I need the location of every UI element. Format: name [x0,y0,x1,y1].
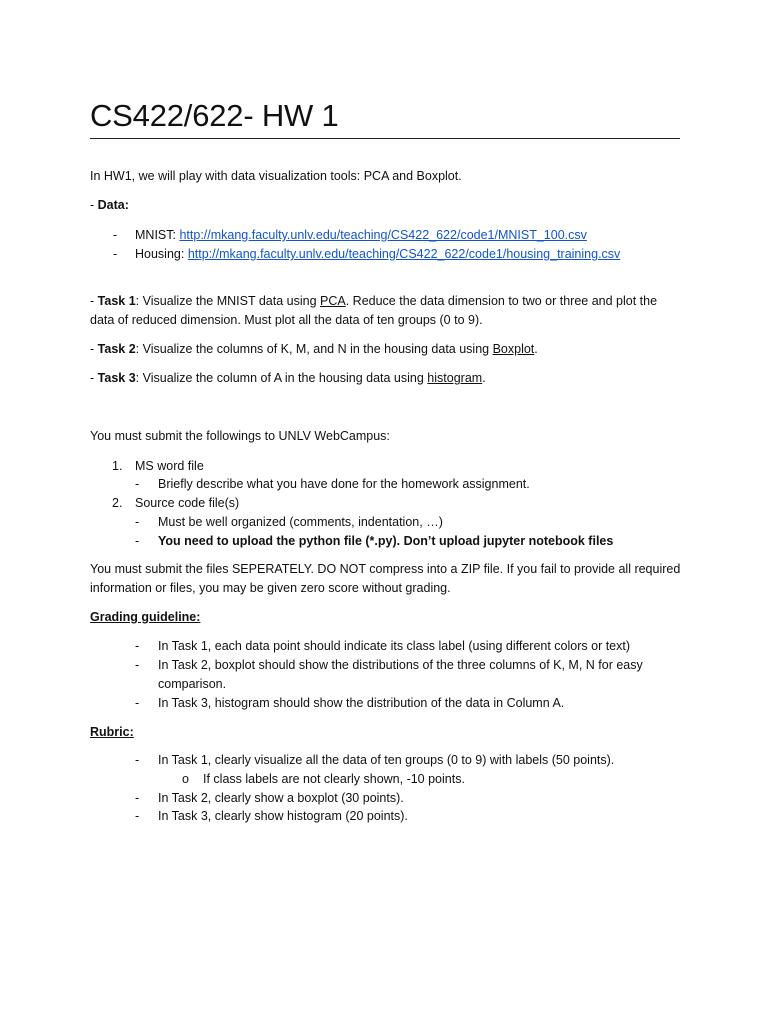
grading-item-task-1: In Task 1, each data point should indicate its class label (using different colors or text) [158,639,631,653]
list-bullet: - [135,639,140,653]
submit-item-word-file: MS word file [135,459,204,473]
intro-paragraph: In HW1, we will play with data visualization tools: PCA and Boxplot. [90,169,462,183]
housing-label: Housing: [135,247,185,261]
submit-note-line-1: You must submit the files SEPERATELY. DO NOT compress into a ZIP file. If you fail to provide all required [90,562,681,576]
housing-link[interactable]: http://mkang.faculty.unlv.edu/teaching/CS422_622/code1/housing_training.csv [187,247,621,261]
rubric-subitem-penalty: If class labels are not clearly shown, -10 points. [203,772,465,786]
title-divider [90,138,680,139]
rubric-heading: Rubric: [90,725,134,739]
boxplot-keyword: Boxplot [492,342,535,356]
mnist-item [135,226,587,245]
rubric-item-task-1: In Task 1, clearly visualize all the data of ten groups (0 to 9) with labels (50 points). [158,753,615,767]
submit-item-source-code: Source code file(s) [135,496,240,510]
grading-item-task-2-line-1: In Task 2, boxplot should show the distributions of the three columns of K, M, N for easy [158,658,643,672]
submit-number-1: 1. [112,459,123,473]
pca-keyword: PCA [320,294,346,308]
circle-bullet: o [182,772,189,786]
mnist-label: MNIST: [135,228,176,242]
submit-note-line-2: information or files, you may be given zero score without grading. [90,581,451,595]
submit-subitem-python-note: You need to upload the python file (*.py). Don’t upload jupyter notebook files [158,534,614,548]
histogram-keyword: histogram [427,371,483,385]
list-bullet: - [135,753,140,767]
list-bullet: - [135,696,140,710]
list-bullet: - [135,791,140,805]
document-page [90,0,680,1024]
submit-number-2: 2. [112,496,123,510]
document-title: CS422/622- HW 1 [90,98,339,133]
list-bullet: - [135,658,140,672]
submit-subitem: Must be well organized (comments, indentation, …) [158,515,443,529]
grading-item-task-3: In Task 3, histogram should show the distribution of the data in Column A. [158,696,565,710]
submit-intro: You must submit the followings to UNLV WebCampus: [90,429,390,443]
grading-item-task-2-line-2: comparison. [158,677,227,691]
housing-item [135,245,620,264]
task-2: - Task 2: Visualize the columns of K, M, and N in the housing data using Boxplot. [90,342,538,356]
rubric-item-task-2: In Task 2, clearly show a boxplot (30 points). [158,791,404,805]
task-1-line-2: data of reduced dimension. Must plot all the data of ten groups (0 to 9). [90,313,483,327]
list-bullet: - [135,534,140,548]
submit-subitem: Briefly describe what you have done for the homework assignment. [158,477,530,491]
list-bullet: - [135,809,140,823]
grading-heading: Grading guideline: [90,610,201,624]
task-3: - Task 3: Visualize the column of A in the housing data using histogram. [90,371,486,385]
list-bullet: - [135,477,140,491]
task-1-line-1: - Task 1: Visualize the MNIST data using PCA. Reduce the data dimension to two or three and plot the [90,294,658,308]
list-bullet: - [113,247,118,261]
data-heading: - Data: [90,198,129,212]
list-bullet: - [135,515,140,529]
rubric-item-task-3: In Task 3, clearly show histogram (20 points). [158,809,408,823]
list-bullet: - [113,228,118,242]
mnist-link[interactable]: http://mkang.faculty.unlv.edu/teaching/CS422_622/code1/MNIST_100.csv [179,228,587,242]
